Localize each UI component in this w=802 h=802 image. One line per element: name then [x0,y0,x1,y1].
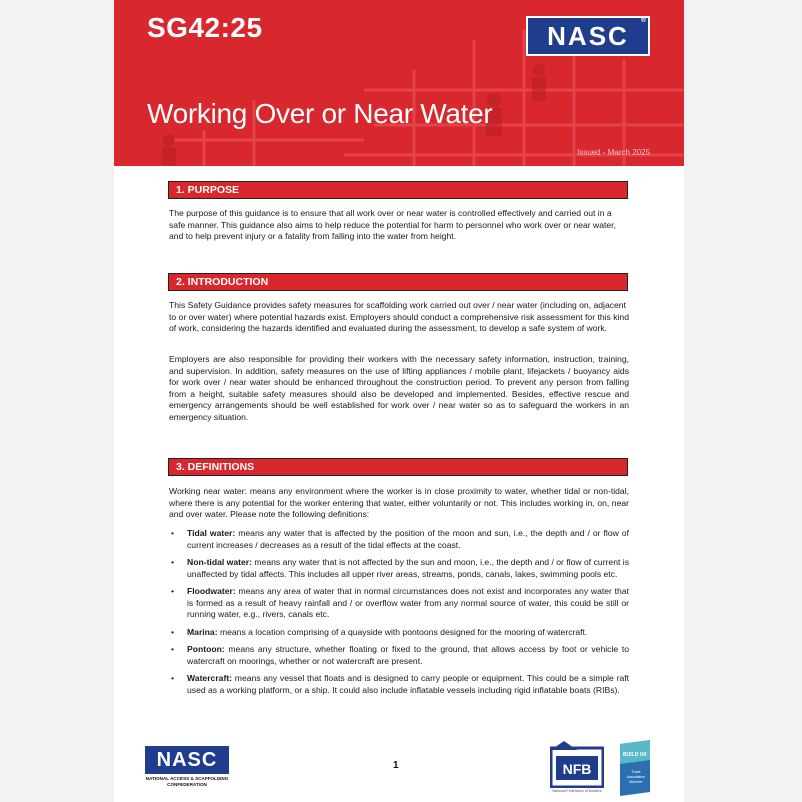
definition-text: means any area of water that in normal circumstances does not exist and incorporates any water that is formed as a result of heavy rainfall and / or overflow water from any normal source of water, this could be still or running water, e.g., rivers, canals etc. [187,586,629,619]
section-heading-definitions: 3. DEFINITIONS [168,458,628,476]
nfb-logo-text: NFB [562,761,592,777]
footer-nasc-logo: NASC [145,746,229,774]
trade-association-text: Trade Association Member [626,770,646,784]
build-uk-badge-icon [620,740,650,796]
introduction-paragraph-2: Employers are also responsible for providing their workers with the necessary safety information, instruction, training, and supervision. In addition, safety measures on the use of lifting appliances / mobile plant, lifejackets / buoyancy aids for work over / near water should be enhanced throughout the construction period. To prevent any person from falling from a height, suitable safety measures should also be developed and implemented. Besides, effective rescue and emergency arrangements should be well established for work over / near water so as to safeguard the workers in an emergency situation. [169,354,629,422]
definition-text: means any water that is not affected by the sun and moon, i.e., the depth and / or flow of current is unaffected by tidal affects. This includes all upper river areas, streams, ponds, canals, lakes, swimming pools etc. [187,557,629,579]
list-item [169,586,629,621]
list-item [169,528,629,551]
definition-text: means any structure, whether floating or fixed to the ground, that allows access by foot or vehicle to watercraft on moorings, whether or not watercraft are present. [187,644,629,666]
document-title: Working Over or Near Water [147,98,493,129]
definition-term: Pontoon: [187,644,225,654]
footer-nasc-name: NATIONAL ACCESS & SCAFFOLDING CONFEDERATION [145,776,229,787]
definition-term: Watercraft: [187,673,233,683]
definitions-list [169,528,629,702]
bullet: • [171,557,175,567]
definition-term: Floodwater: [187,586,236,596]
page-number: 1 [393,760,399,771]
bullet: • [171,673,175,683]
nfb-logo-icon [550,740,604,788]
section-heading-purpose: 1. PURPOSE [168,181,628,199]
nasc-logo-text: NASC [547,21,629,51]
list-item [169,644,629,667]
introduction-paragraph-1: This Safety Guidance provides safety measures for scaffolding work carried out over / near water (including on, adjacent to or over water) where potential hazards exist. Employers should conduct a comprehensive risk assessment for this kind of work, considering the hazards identified and evaluated during the assessment, to develop a safe system of work. [169,300,629,333]
header-banner [114,0,684,166]
document-code: SG42:25 [147,12,263,43]
section-heading-introduction: 2. INTRODUCTION [168,273,628,291]
nasc-logo [526,16,650,56]
definition-text: means a location comprising of a quayside with pontoons designed for the mooring of watercraft. [217,626,588,637]
definition-text: means any water that is affected by the position of the moon and sun, i.e., the depth and / or flow of current increases / decreases as a result of the tidal effects at the coast. [187,528,629,550]
bullet: • [171,626,175,637]
list-item [169,557,629,580]
registered-mark: ® [640,17,646,24]
definition-term: Non-tidal water: [187,557,252,567]
definitions-intro: Working near water: means any environment where the worker is in close proximity to water, whether tidal or non-tidal, where there is any potential for the worker entering that water, either voluntarily or not. This includes working in, on, near and over water. Please note the following definitions: [169,486,629,519]
bullet: • [171,586,175,596]
bullet: • [171,644,175,654]
purpose-paragraph: The purpose of this guidance is to ensure that all work over or near water is controlled effectively and carried out in a safe manner. This guidance also aims to help reduce the potential for harm to personnel who work over or near water, and to help prevent injury or a fatality from falling into the water from height. [169,208,616,241]
list-item [169,627,629,639]
definition-term: Tidal water: [187,528,236,538]
definition-text: means any vessel that floats and is designed to carry people or equipment. This could be a simple raft used as a working platform, or a ship. It could also include inflatable vessels including rigid inflatable boats (RIBs). [187,673,629,695]
list-item [169,673,629,696]
bullet: • [171,528,175,538]
nfb-name: National Federation of Builders [552,789,602,793]
document-page [114,0,684,802]
build-uk-label: BUILD UK [623,752,647,758]
issued-date: Issued - March 2025 [577,148,650,157]
definition-term: Marina: [187,626,218,637]
